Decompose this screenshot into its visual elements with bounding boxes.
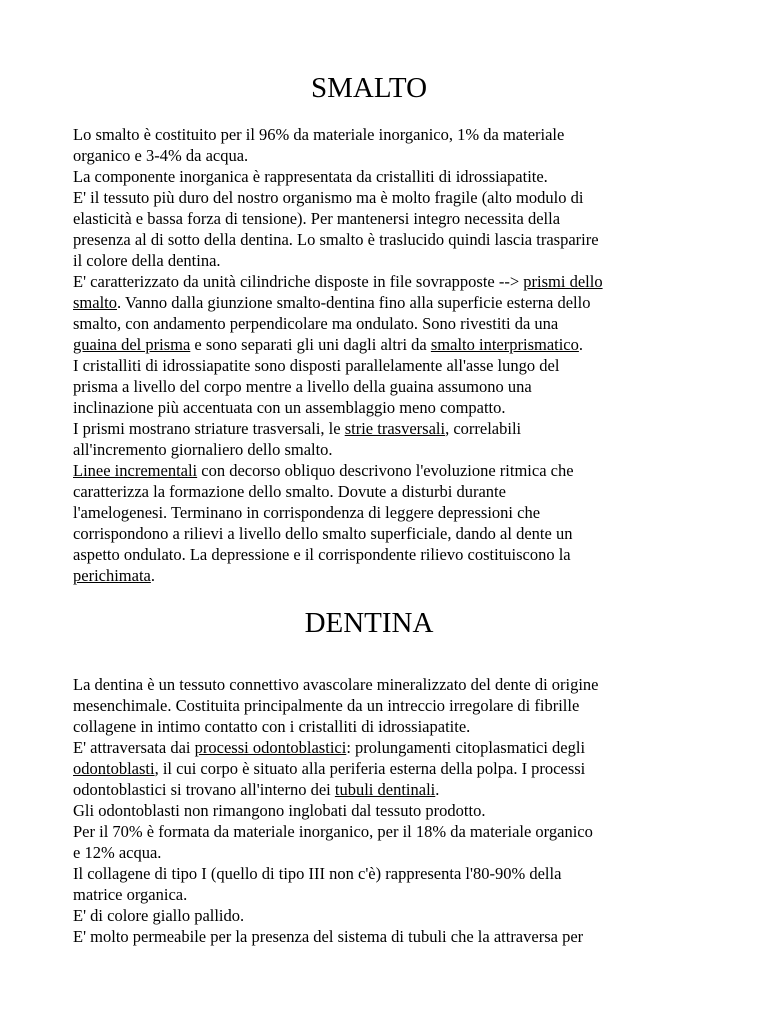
- text-line: [73, 187, 713, 208]
- text-line: [73, 758, 713, 779]
- section-body-smalto: [73, 124, 713, 586]
- text-line: [73, 313, 713, 334]
- text-segment: I prismi mostrano striature trasversali, le: [73, 419, 345, 438]
- text-segment: inclinazione più accentuata con un assemblaggio meno compatto.: [73, 398, 506, 417]
- text-line: [73, 821, 713, 842]
- text-segment: organico e 3-4% da acqua.: [73, 146, 249, 165]
- text-segment: E' molto permeabile per la presenza del sistema di tubuli che la attraversa per: [73, 927, 584, 946]
- text-segment: con decorso obliquo descrivono l'evoluzione ritmica che: [197, 461, 574, 480]
- text-line: [73, 565, 713, 586]
- text-segment: matrice organica.: [73, 885, 188, 904]
- text-segment: collagene in intimo contatto con i cristalliti di idrossiapatite.: [73, 717, 471, 736]
- text-segment: e sono separati gli uni dagli altri da: [190, 335, 431, 354]
- text-line: [73, 926, 713, 947]
- text-segment: elasticità e bassa forza di tensione). Per mantenersi integro necessita della: [73, 209, 561, 228]
- text-line: [73, 523, 713, 544]
- text-segment: prisma a livello del corpo mentre a livello della guaina assumono una: [73, 377, 532, 396]
- text-line: [73, 376, 713, 397]
- text-line: [73, 544, 713, 565]
- underlined-term: strie trasversali: [344, 419, 446, 438]
- text-segment: mesenchimale. Costituita principalmente da un intreccio irregolare di fibrille: [73, 696, 580, 715]
- text-line: [73, 166, 713, 187]
- text-segment: Per il 70% è formata da materiale inorganico, per il 18% da materiale organico: [73, 822, 593, 841]
- text-segment: il colore della dentina.: [73, 251, 221, 270]
- text-segment: presenza al di sotto della dentina. Lo smalto è traslucido quindi lascia trasparire: [73, 230, 599, 249]
- text-line: [73, 397, 713, 418]
- text-segment: .: [578, 335, 584, 354]
- text-segment: E' caratterizzato da unità cilindriche disposte in file sovrapposte -->: [73, 272, 524, 291]
- section-body-dentina: [73, 674, 713, 947]
- text-segment: . Vanno dalla giunzione smalto-dentina fino alla superficie esterna dello: [117, 293, 591, 312]
- text-segment: E' il tessuto più duro del nostro organismo ma è molto fragile (alto modulo di: [73, 188, 584, 207]
- text-segment: odontoblastici si trovano all'interno dei: [73, 780, 335, 799]
- section-title-smalto: SMALTO: [310, 72, 428, 104]
- text-line: [73, 842, 713, 863]
- text-line: [73, 695, 713, 716]
- underlined-term: prismi dello: [523, 272, 603, 291]
- text-line: [73, 502, 713, 523]
- text-segment: e 12% acqua.: [73, 843, 162, 862]
- text-line: [73, 884, 713, 905]
- text-line: [73, 355, 713, 376]
- section-title-dentina: DENTINA: [304, 607, 434, 639]
- text-line: [73, 145, 713, 166]
- text-line: [73, 674, 713, 695]
- text-segment: , il cui corpo è situato alla periferia esterna della polpa. I processi: [154, 759, 586, 778]
- text-segment: : prolungamenti citoplasmatici degli: [346, 738, 586, 757]
- text-segment: Lo smalto è costituito per il 96% da materiale inorganico, 1% da materiale: [73, 125, 565, 144]
- text-segment: , correlabili: [445, 419, 522, 438]
- text-segment: .: [150, 566, 156, 585]
- text-line: [73, 418, 713, 439]
- text-segment: smalto, con andamento perpendicolare ma ondulato. Sono rivestiti da una: [73, 314, 559, 333]
- text-line: [73, 800, 713, 821]
- text-segment: caratterizza la formazione dello smalto. Dovute a disturbi durante: [73, 482, 506, 501]
- text-line: [73, 334, 713, 355]
- underlined-term: perichimata: [73, 566, 151, 585]
- text-segment: .: [435, 780, 440, 799]
- underlined-term: tubuli dentinali: [334, 780, 436, 799]
- text-segment: l'amelogenesi. Terminano in corrispondenza di leggere depressioni che: [73, 503, 541, 522]
- text-line: [73, 460, 713, 481]
- text-line: [73, 863, 713, 884]
- text-line: [73, 439, 713, 460]
- underlined-term: Linee incrementali: [73, 461, 198, 480]
- text-segment: E' di colore giallo pallido.: [73, 906, 245, 925]
- text-line: [73, 271, 713, 292]
- underlined-term: processi odontoblastici: [194, 738, 347, 757]
- text-line: [73, 229, 713, 250]
- text-line: [73, 779, 713, 800]
- underlined-term: guaina del prisma: [73, 335, 191, 354]
- text-segment: all'incremento giornaliero dello smalto.: [73, 440, 333, 459]
- text-line: [73, 737, 713, 758]
- text-segment: I cristalliti di idrossiapatite sono disposti parallelamente all'asse lungo del: [73, 356, 560, 375]
- underlined-term: smalto: [73, 293, 117, 312]
- text-line: [73, 208, 713, 229]
- text-segment: La componente inorganica è rappresentata da cristalliti di idrossiapatite.: [73, 167, 548, 186]
- text-segment: Il collagene di tipo I (quello di tipo III non c'è) rappresenta l'80-90% della: [73, 864, 562, 883]
- text-line: [73, 716, 713, 737]
- text-segment: corrispondono a rilievi a livello dello smalto superficiale, dando al dente un: [73, 524, 573, 543]
- text-segment: Gli odontoblasti non rimangono inglobati dal tessuto prodotto.: [73, 801, 486, 820]
- text-segment: La dentina è un tessuto connettivo avascolare mineralizzato del dente di origine: [73, 675, 599, 694]
- text-line: [73, 292, 713, 313]
- text-segment: E' attraversata dai: [73, 738, 195, 757]
- text-segment: aspetto ondulato. La depressione e il corrispondente rilievo costituiscono la: [73, 545, 571, 564]
- underlined-term: odontoblasti: [73, 759, 155, 778]
- underlined-term: smalto interprismatico: [430, 335, 579, 354]
- text-line: [73, 905, 713, 926]
- text-line: [73, 481, 713, 502]
- text-line: [73, 124, 713, 145]
- text-line: [73, 250, 713, 271]
